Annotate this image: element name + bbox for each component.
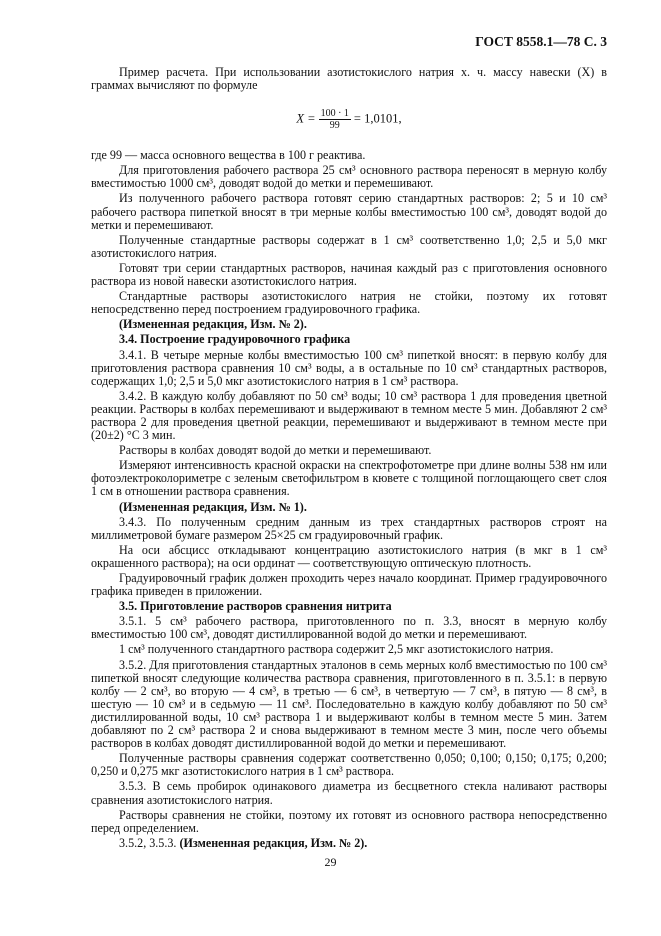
paragraph-text: 3.4.1. В четыре мерные колбы вместимостью 100 см³ пипеткой вносят: в первую колбу для приготовления раствора сравнения 10 см³ воды, а в остальные по 10 см³ стандартных растворов, содержащих 1,0; 2,5 и 5,0 мкг азотистокислого натрия в 1 см³ раствора. xyxy=(91,347,607,388)
paragraph xyxy=(91,572,607,598)
paragraph-text: 3.5.3. В семь пробирок одинакового диаметра из бесцветного стекла наливают растворы сравнения азотистокислого натрия. xyxy=(91,779,607,807)
paragraph xyxy=(91,544,607,570)
formula-numerator: 100 · 1 xyxy=(320,108,349,120)
paragraph xyxy=(91,164,607,190)
bold-heading xyxy=(91,333,607,346)
paragraph xyxy=(91,192,607,231)
bold-text: (Измененная редакция, Изм. № 2). xyxy=(179,835,368,850)
formula xyxy=(91,108,607,131)
bold-text: (Измененная редакция, Изм. № 2). xyxy=(119,317,307,332)
formula-fraction xyxy=(319,108,351,131)
document-body xyxy=(91,66,607,852)
paragraph xyxy=(91,837,607,850)
paragraph-text: Измеряют интенсивность красной окраски на спектрофотометре при длине волны 538 нм или фотоэлектроколориметре с зеленым светофильтром в кювете с толщиной поглощающего свет слоя 1 см в отношении раствора сравнения. xyxy=(91,458,607,499)
paragraph xyxy=(91,349,607,388)
paragraph-text: 3.4.3. По полученным средним данным из трех стандартных растворов строят на миллиметровой бумаге размером 25×25 см градуировочный график. xyxy=(91,514,607,542)
paragraph xyxy=(91,780,607,806)
paragraph-text: Готовят три серии стандартных растворов, начиная каждый раз с приготовления основного раствора из новой навески азотистокислого натрия. xyxy=(91,260,607,289)
paragraph-text: Растворы сравнения не стойки, поэтому их готовят из основного раствора непосредственно перед определением. xyxy=(91,807,607,835)
paragraph xyxy=(91,444,607,457)
paragraph xyxy=(91,459,607,498)
paragraph xyxy=(91,643,607,656)
paragraph xyxy=(91,66,607,92)
paragraph xyxy=(91,262,607,288)
paragraph-text: Градуировочный график должен проходить через начало координат. Пример градуировочного графика приведен в приложении. xyxy=(91,571,607,599)
paragraph xyxy=(91,290,607,316)
paragraph-text: 3.5.2, 3.5.3. xyxy=(119,835,180,850)
paragraph-text: Полученные стандартные растворы содержат в 1 см³ соответственно 1,0; 2,5 и 5,0 мкг азотистокислого натрия. xyxy=(91,232,607,260)
paragraph xyxy=(91,149,607,162)
paragraph-text: Стандартные растворы азотистокислого натрия не стойки, поэтому их готовят непосредственно перед построением градуировочного графика. xyxy=(91,289,607,317)
paragraph xyxy=(91,659,607,751)
bold-text: 3.5. Приготовление растворов сравнения нитрита xyxy=(119,599,392,614)
paragraph-text: Полученные растворы сравнения содержат соответственно 0,050; 0,100; 0,150; 0,175; 0,200; 0,250 и 0,275 мкг азотистокислого натрия в 1 см³ раствора. xyxy=(91,751,607,779)
paragraph-text: 3.5.1. 5 см³ рабочего раствора, приготовленного по п. 3.3, вносят в мерную колбу вместимостью 100 см³, доводят дистиллированной водой до метки и перемешивают. xyxy=(91,614,607,642)
bold-heading xyxy=(91,318,607,331)
paragraph-text: Растворы в колбах доводят водой до метки и перемешивают. xyxy=(119,443,432,458)
paragraph-text: Пример расчета. При использовании азотистокислого натрия х. ч. массу навески (X) в граммах вычисляют по формуле xyxy=(91,65,607,93)
bold-text: 3.4. Построение градуировочного графика xyxy=(119,332,351,347)
paragraph xyxy=(91,752,607,778)
paragraph-text: 3.4.2. В каждую колбу добавляют по 50 см³ воды; 10 см³ раствора 1 для проведения цветной реакции. Растворы в колбах перемешивают и выдерживают в темном месте 5 мин. Добавляют 2 см³ раствора 2 для проведения цветной реакции, перемешивают и выдерживают в темном месте при (20±2) °С 3 мин. xyxy=(91,388,607,443)
formula-rhs: = 1,0101, xyxy=(353,111,402,126)
paragraph-text: На оси абсцисс откладывают концентрацию азотистокислого натрия (в мкг в 1 см³ окрашенного раствора); на оси ординат — соответствующую оптическую плотность. xyxy=(91,542,607,570)
formula-denominator: 99 xyxy=(329,120,340,132)
paragraph xyxy=(91,234,607,260)
bold-heading xyxy=(91,600,607,613)
paragraph-text: где 99 — масса основного вещества в 100 г реактива. xyxy=(91,148,366,163)
paragraph-text: 1 см³ полученного стандартного раствора содержит 2,5 мкг азотистокислого натрия. xyxy=(119,642,554,657)
bold-heading xyxy=(91,501,607,514)
bold-text: (Измененная редакция, Изм. № 1). xyxy=(119,499,307,514)
paragraph-text: Из полученного рабочего раствора готовят серию стандартных растворов: 2; 5 и 10 см³ рабочего раствора пипеткой вносят в три мерные колбы вместимостью 100 см³, доводят водой до метки и перемешивают. xyxy=(91,191,607,232)
paragraph xyxy=(91,615,607,641)
formula-lhs: X = xyxy=(296,111,316,126)
paragraph xyxy=(91,809,607,835)
paragraph xyxy=(91,516,607,542)
paragraph xyxy=(91,390,607,442)
paragraph-text: 3.5.2. Для приготовления стандартных эталонов в семь мерных колб вместимостью по 100 см³ пипеткой вносят следующие количества раствора сравнения, приготовленного в п. 3.5.1: в первую колбу — 2 см³, во вторую — 4 см³, в третью — 6 см³, в четвертую — 7 см³, в пятую — 8 см³, в шестую — 10 см³ и в седьмую — 11 см³. Последовательно в каждую колбу добавляют по 50 см³ дистиллированной воды, 10 см³ раствора 1 и выдерживают колбы в темном месте 5 мин. Затем добавляют по 2 см³ раствора 2 и снова выдерживают в темном месте 3 мин, после чего объемы растворов в колбах доводят дистиллированной водой до метки и перемешивают. xyxy=(91,657,607,751)
page-number: 29 xyxy=(324,855,337,869)
page-header: ГОСТ 8558.1—78 С. 3 xyxy=(475,34,607,49)
paragraph-text: Для приготовления рабочего раствора 25 см³ основного раствора переносят в мерную колбу вместимостью 1000 см³, доводят водой до метки и перемешивают. xyxy=(91,163,607,191)
